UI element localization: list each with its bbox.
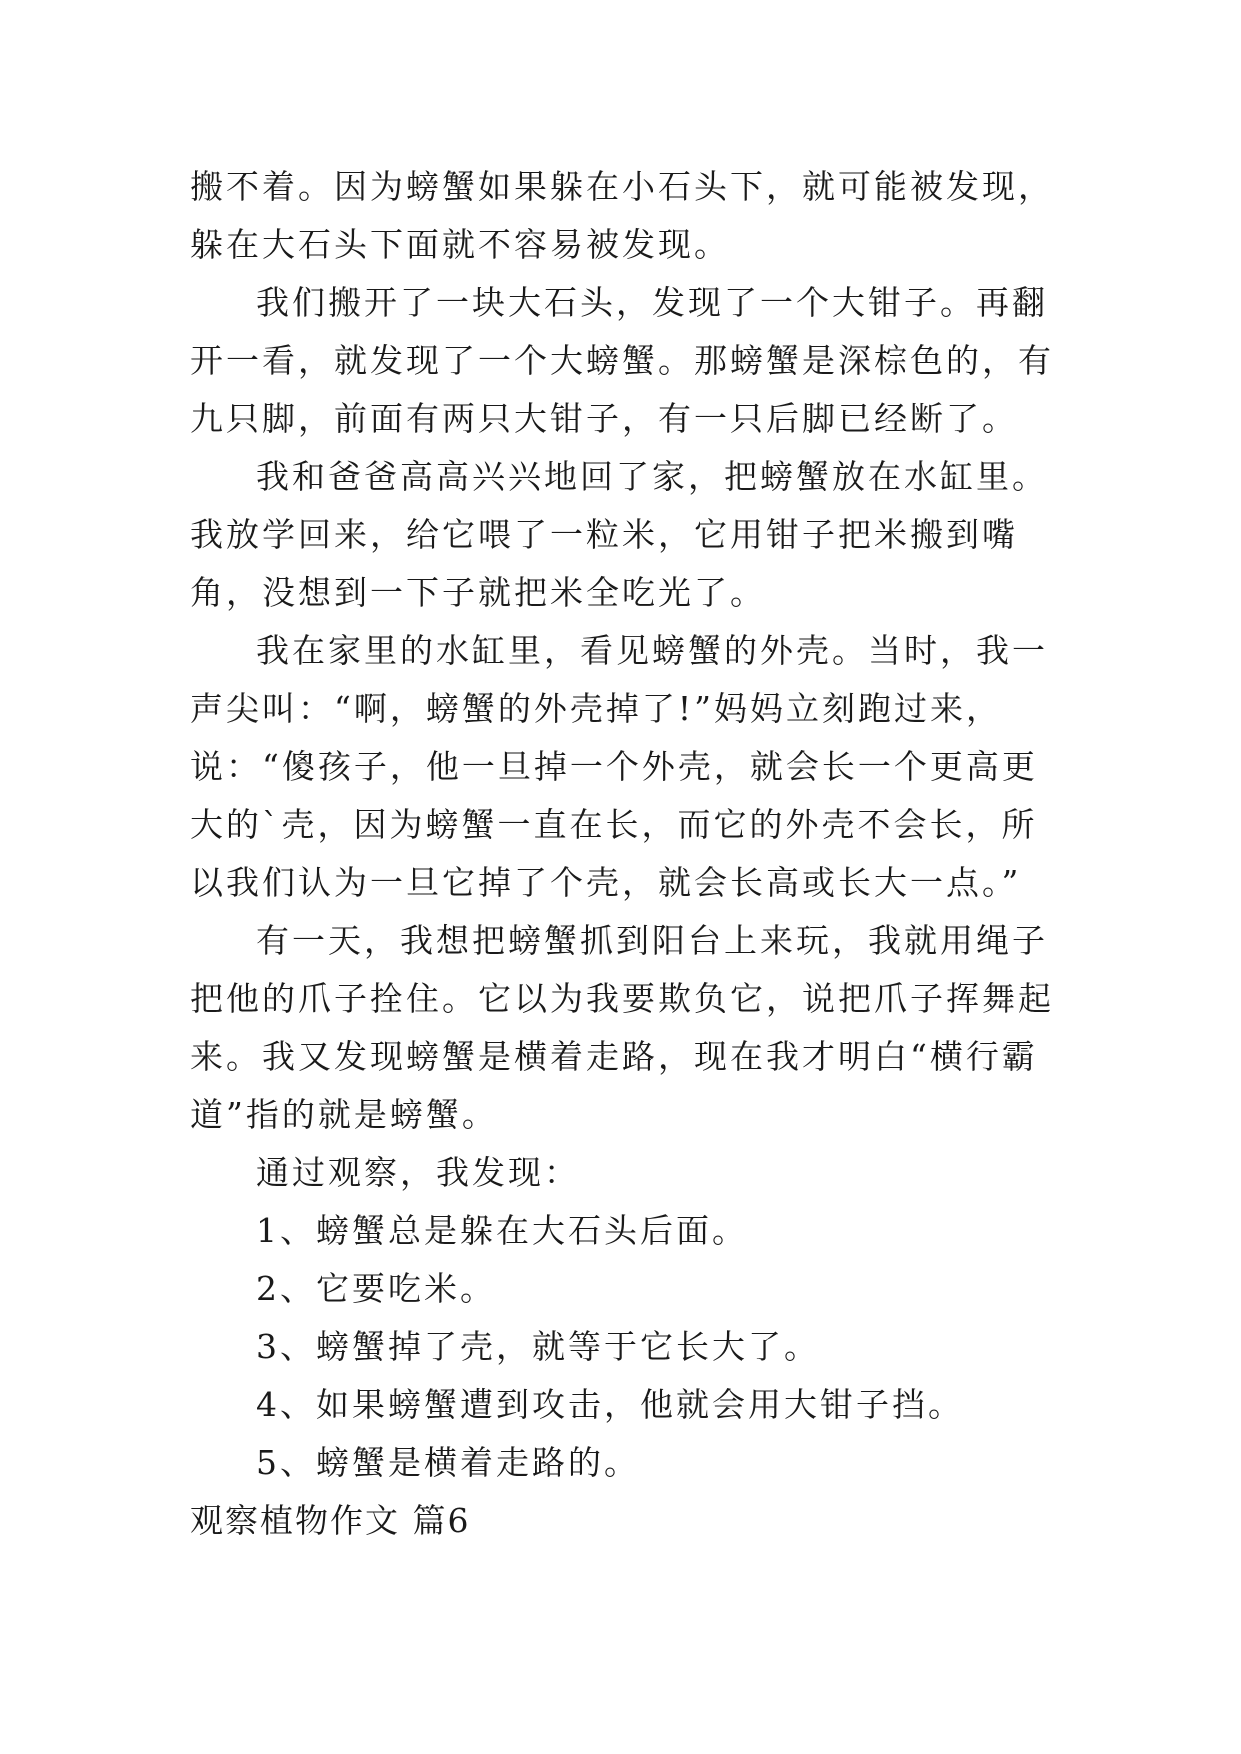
paragraph-2: 我们搬开了一块大石头，发现了一个大钳子。再翻开一看，就发现了一个大螃蟹。那螃蟹是深棕色的，有九只脚，前面有两只大钳子，有一只后脚已经断了。 bbox=[190, 283, 1054, 438]
paragraph-3: 我和爸爸高高兴兴地回了家，把螃蟹放在水缸里。我放学回来，给它喂了一粒米，它用钳子把米搬到嘴角，没想到一下子就把米全吃光了。 bbox=[190, 457, 1048, 612]
paragraph-6: 通过观察，我发现： bbox=[256, 1153, 580, 1192]
paragraph-4: 我在家里的水缸里，看见螃蟹的外壳。当时，我一声尖叫：“啊，螃蟹的外壳掉了!”妈妈立刻跑过来，说：“傻孩子，他一旦掉一个外壳，就会长一个更高更大的`壳，因为螃蟹一直在长，而它的外壳不会长，所以我们认为一旦它掉了个壳，就会长高或长大一点。” bbox=[190, 631, 1048, 902]
list-item-3: 3、螃蟹掉了壳，就等于它长大了。 bbox=[256, 1327, 820, 1366]
list-item-1: 1、螃蟹总是躲在大石头后面。 bbox=[256, 1211, 748, 1250]
list-item-2: 2、它要吃米。 bbox=[256, 1269, 496, 1308]
list-item-4: 4、如果螃蟹遭到攻击，他就会用大钳子挡。 bbox=[256, 1385, 964, 1424]
paragraph-1: 搬不着。因为螃蟹如果躲在小石头下，就可能被发现，躲在大石头下面就不容易被发现。 bbox=[190, 167, 1054, 264]
paragraph-5: 有一天，我想把螃蟹抓到阳台上来玩，我就用绳子把他的爪子拴住。它以为我要欺负它，说把爪子挥舞起来。我又发现螃蟹是横着走路，现在我才明白“横行霸道”指的就是螃蟹。 bbox=[190, 921, 1054, 1134]
section-heading: 观察植物作文 篇6 bbox=[190, 1501, 471, 1540]
document-body bbox=[190, 158, 1070, 1550]
list-item-5: 5、螃蟹是横着走路的。 bbox=[256, 1443, 640, 1482]
